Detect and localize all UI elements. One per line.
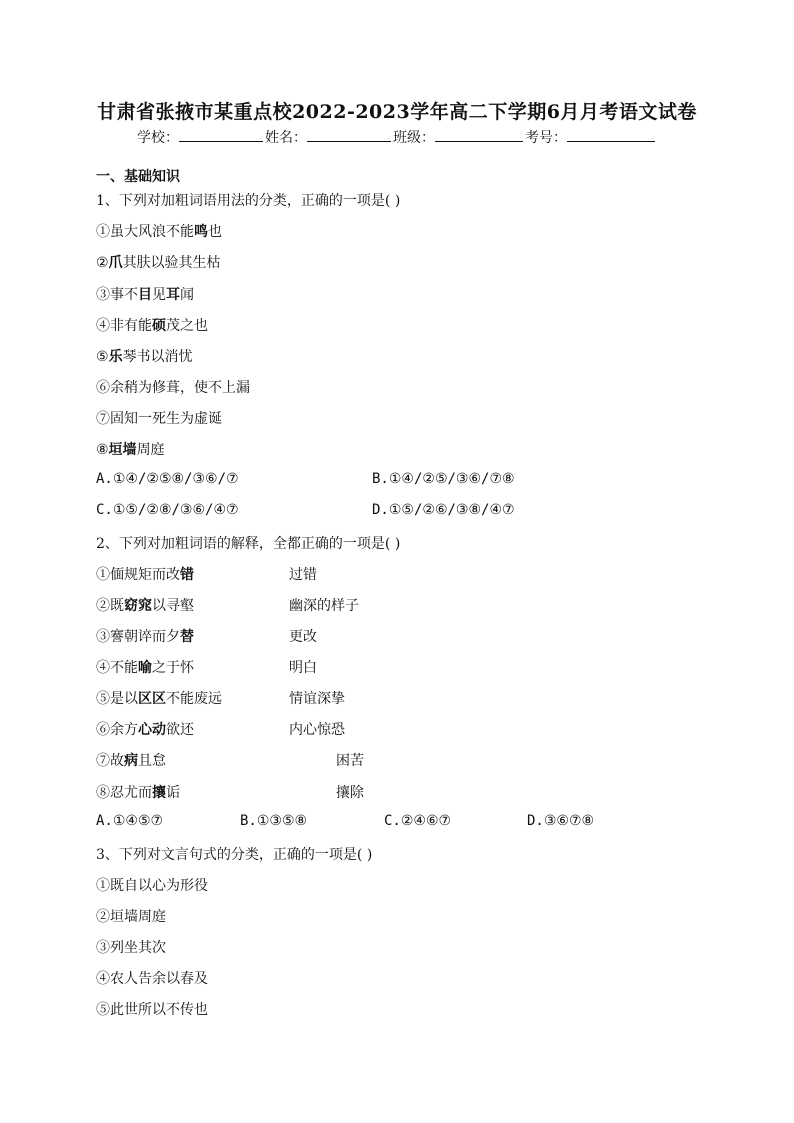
q2-option-c[interactable]: C.②④⑥⑦ [384, 813, 452, 829]
q2-option-b[interactable]: B.①③⑤⑧ [240, 813, 308, 829]
section-heading: 一、基础知识 [96, 169, 180, 185]
student-info-line [0, 127, 794, 147]
q1-item: ④非有能硕茂之也 [96, 318, 208, 334]
q2-option-d[interactable]: D.③⑥⑦⑧ [527, 813, 595, 829]
school-field[interactable] [179, 127, 263, 142]
q3-item: ①既自以心为形役 [96, 878, 208, 894]
q1-option-c[interactable]: C.①⑤/②⑧/③⑥/④⑦ [96, 502, 239, 518]
question-2-stem: 2、下列对加粗词语的解释，全都正确的一项是( ) [96, 536, 401, 552]
q2-gloss: 情谊深挚 [289, 691, 345, 707]
q2-item: ④不能喻之于怀 [96, 660, 194, 676]
q3-item: ③列坐其次 [96, 940, 166, 956]
q2-item: ③謇朝谇而夕替 [96, 629, 194, 645]
q2-item: ⑦故病且怠 [96, 753, 166, 769]
question-1-stem: 1、下列对加粗词语用法的分类，正确的一项是( ) [96, 193, 401, 209]
name-field[interactable] [307, 127, 391, 142]
number-field[interactable] [567, 127, 655, 142]
q2-item: ②既窈窕以寻壑 [96, 598, 194, 614]
question-3-stem: 3、下列对文言句式的分类，正确的一项是( ) [96, 847, 373, 863]
q2-item: ⑧忍尤而攘诟 [96, 785, 180, 801]
exam-title: 甘肃省张掖市某重点校2022-2023学年高二下学期6月月考语文试卷 [97, 101, 697, 123]
q3-item: ⑤此世所以不传也 [96, 1002, 208, 1018]
q2-option-a[interactable]: A.①④⑤⑦ [96, 813, 164, 829]
q2-gloss: 更改 [289, 629, 317, 645]
q3-item: ④农人告余以春及 [96, 971, 208, 987]
q2-gloss: 明白 [289, 660, 317, 676]
q2-gloss: 内心惊恐 [289, 722, 345, 738]
q2-item: ①偭规矩而改错 [96, 567, 194, 583]
q2-gloss: 幽深的样子 [289, 598, 359, 614]
q2-gloss: 困苦 [336, 753, 364, 769]
number-label: 考号： [525, 130, 567, 146]
class-label: 班级： [393, 130, 435, 146]
name-label: 姓名： [265, 130, 307, 146]
q1-option-d[interactable]: D.①⑤/②⑥/③⑧/④⑦ [372, 502, 515, 518]
school-label: 学校： [137, 130, 179, 146]
q1-item: ⑧垣墙周庭 [96, 442, 165, 458]
q1-item: ⑤乐琴书以消忧 [96, 349, 193, 365]
q1-item: ②爪其肤以验其生枯 [96, 255, 221, 271]
q3-item: ②垣墙周庭 [96, 909, 166, 925]
q1-option-a[interactable]: A.①④/②⑤⑧/③⑥/⑦ [96, 471, 239, 487]
q1-item: ⑦固知一死生为虚诞 [96, 411, 222, 427]
q1-option-b[interactable]: B.①④/②⑤/③⑥/⑦⑧ [372, 471, 515, 487]
q2-gloss: 攘除 [336, 785, 364, 801]
q2-item: ⑤是以区区不能废远 [96, 691, 222, 707]
q1-item: ③事不目见耳闻 [96, 287, 194, 303]
q2-gloss: 过错 [289, 567, 317, 583]
class-field[interactable] [435, 127, 523, 142]
q1-item: ⑥余稍为修葺，使不上漏 [96, 380, 250, 396]
q1-item: ①虽大风浪不能鸣也 [96, 224, 222, 240]
q2-item: ⑥余方心动欲还 [96, 722, 194, 738]
